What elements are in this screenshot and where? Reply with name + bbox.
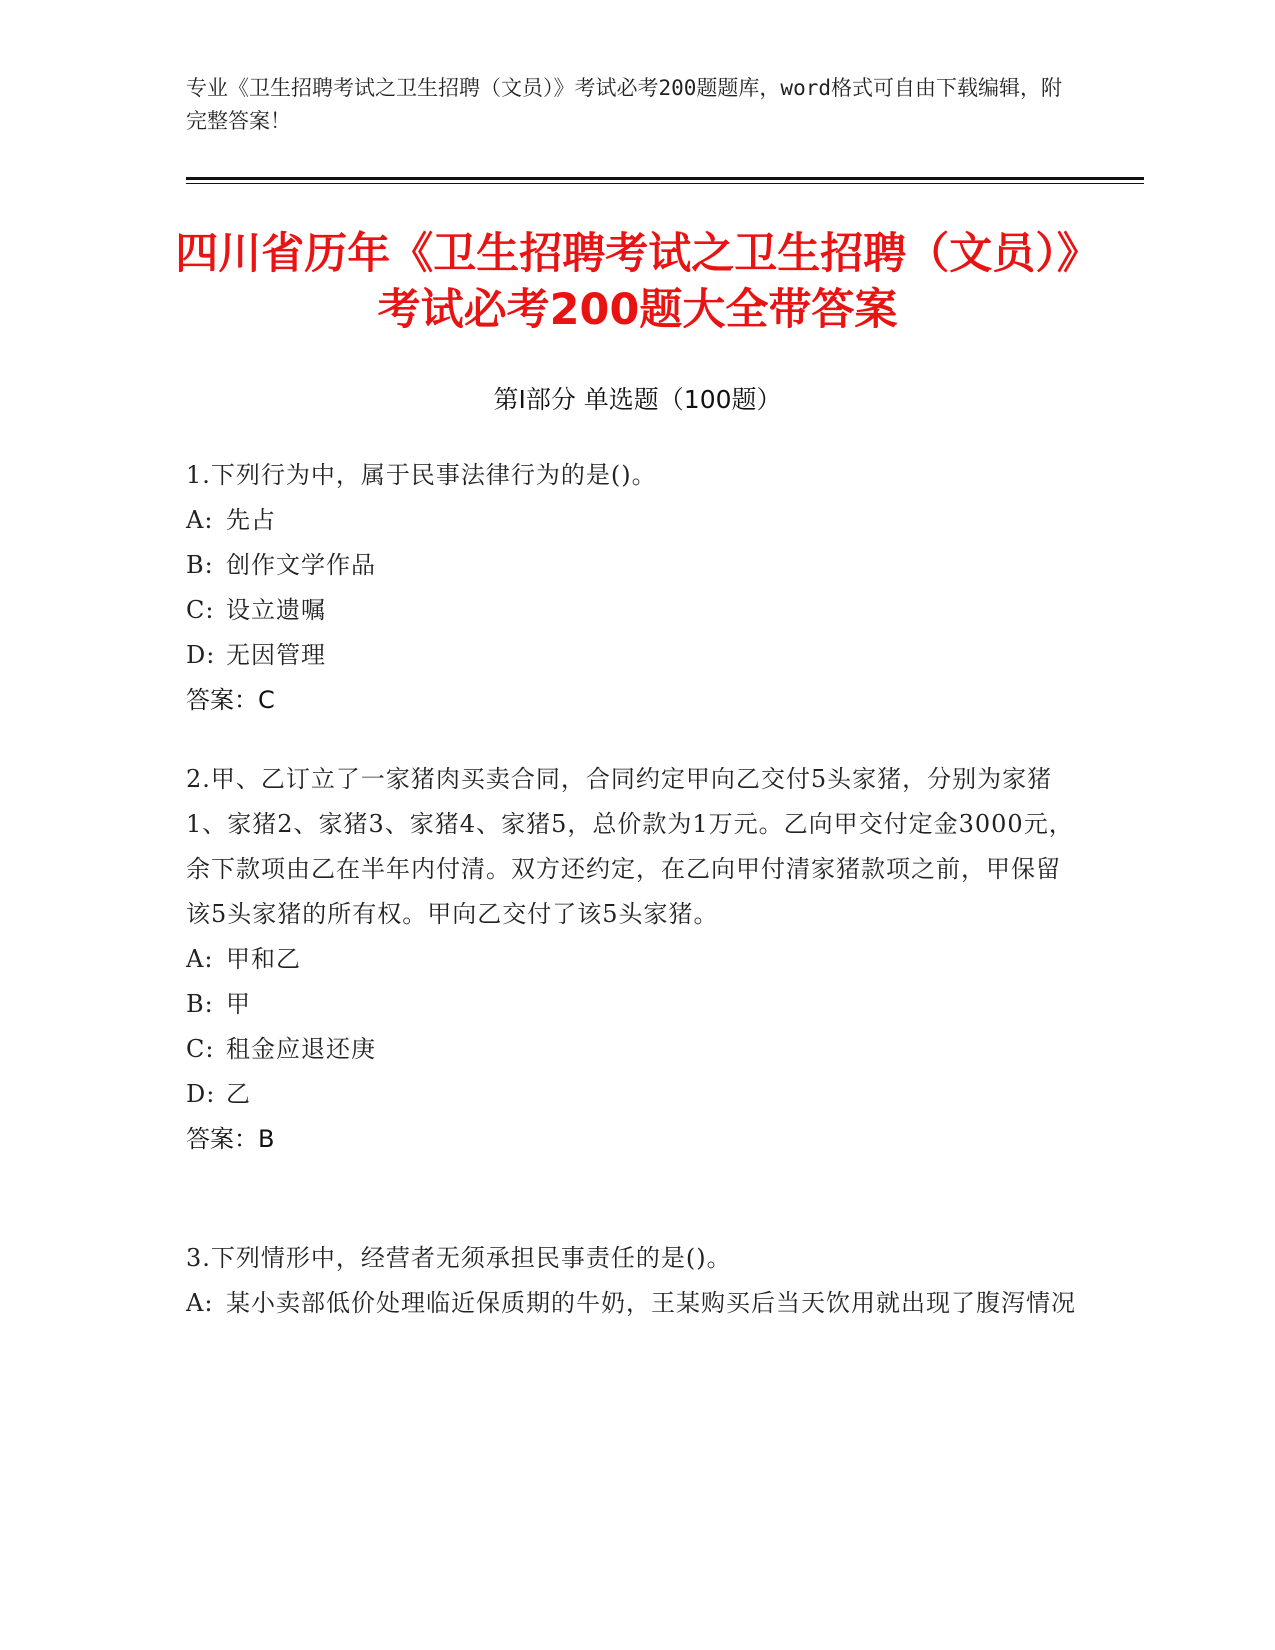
- option-text: 先占: [226, 506, 276, 534]
- answer-line: 答案：C: [186, 686, 275, 714]
- option-text: 某小卖部低价处理临近保质期的牛奶，王某购买后当天饮用就出现了腹泻情况: [226, 1289, 1076, 1317]
- option-text: 无因管理: [226, 641, 326, 669]
- option-letter: A:: [186, 1289, 214, 1317]
- option-d: [186, 1072, 1076, 1117]
- document-title: 四川省历年《卫生招聘考试之卫生招聘（文员）》考试必考200题大全带答案: [175, 229, 1100, 335]
- option-text: 甲和乙: [226, 945, 301, 973]
- option-b: [186, 543, 1076, 588]
- question-2: [186, 757, 1076, 1162]
- option-b: [186, 982, 1076, 1027]
- answer-line: 答案：B: [186, 1125, 275, 1153]
- option-text: 租金应退还庚: [226, 1035, 376, 1063]
- option-a: [186, 1281, 1076, 1326]
- header-divider: [186, 177, 1144, 180]
- question-stem: 3.下列情形中，经营者无须承担民事责任的是()。: [186, 1244, 732, 1272]
- header-divider-thin: [186, 183, 1144, 184]
- option-letter: D:: [186, 1080, 216, 1108]
- option-letter: D:: [186, 641, 216, 669]
- option-letter: B:: [186, 551, 214, 579]
- option-letter: B:: [186, 990, 214, 1018]
- option-a: [186, 498, 1076, 543]
- question-3: [186, 1236, 1076, 1326]
- option-c: [186, 1027, 1076, 1072]
- option-letter: A:: [186, 506, 214, 534]
- section-title: 第Ⅰ部分 单选题（100题）: [493, 385, 782, 414]
- option-c: [186, 588, 1076, 633]
- header-note: 专业《卫生招聘考试之卫生招聘（文员）》考试必考200题题库，word格式可自由下载编辑，附完整答案！: [186, 76, 1062, 133]
- question-stem: 2.甲、乙订立了一家猪肉买卖合同，合同约定甲向乙交付5头家猪，分别为家猪1、家猪2、家猪3、家猪4、家猪5，总价款为1万元。乙向甲交付定金3000元，余下款项由乙在半年内付清。双方还约定，在乙向甲付清家猪款项之前，甲保留该5头家猪的所有权。甲向乙交付了该5头家猪。: [186, 765, 1074, 928]
- option-text: 创作文学作品: [226, 551, 376, 579]
- option-text: 乙: [226, 1080, 251, 1108]
- question-1: [186, 453, 1076, 723]
- option-text: 设立遗嘱: [226, 596, 326, 624]
- option-letter: A:: [186, 945, 214, 973]
- option-text: 甲: [226, 990, 251, 1018]
- option-letter: C:: [186, 596, 215, 624]
- option-a: [186, 937, 1076, 982]
- option-d: [186, 633, 1076, 678]
- option-letter: C:: [186, 1035, 215, 1063]
- question-stem: 1.下列行为中，属于民事法律行为的是()。: [186, 461, 657, 489]
